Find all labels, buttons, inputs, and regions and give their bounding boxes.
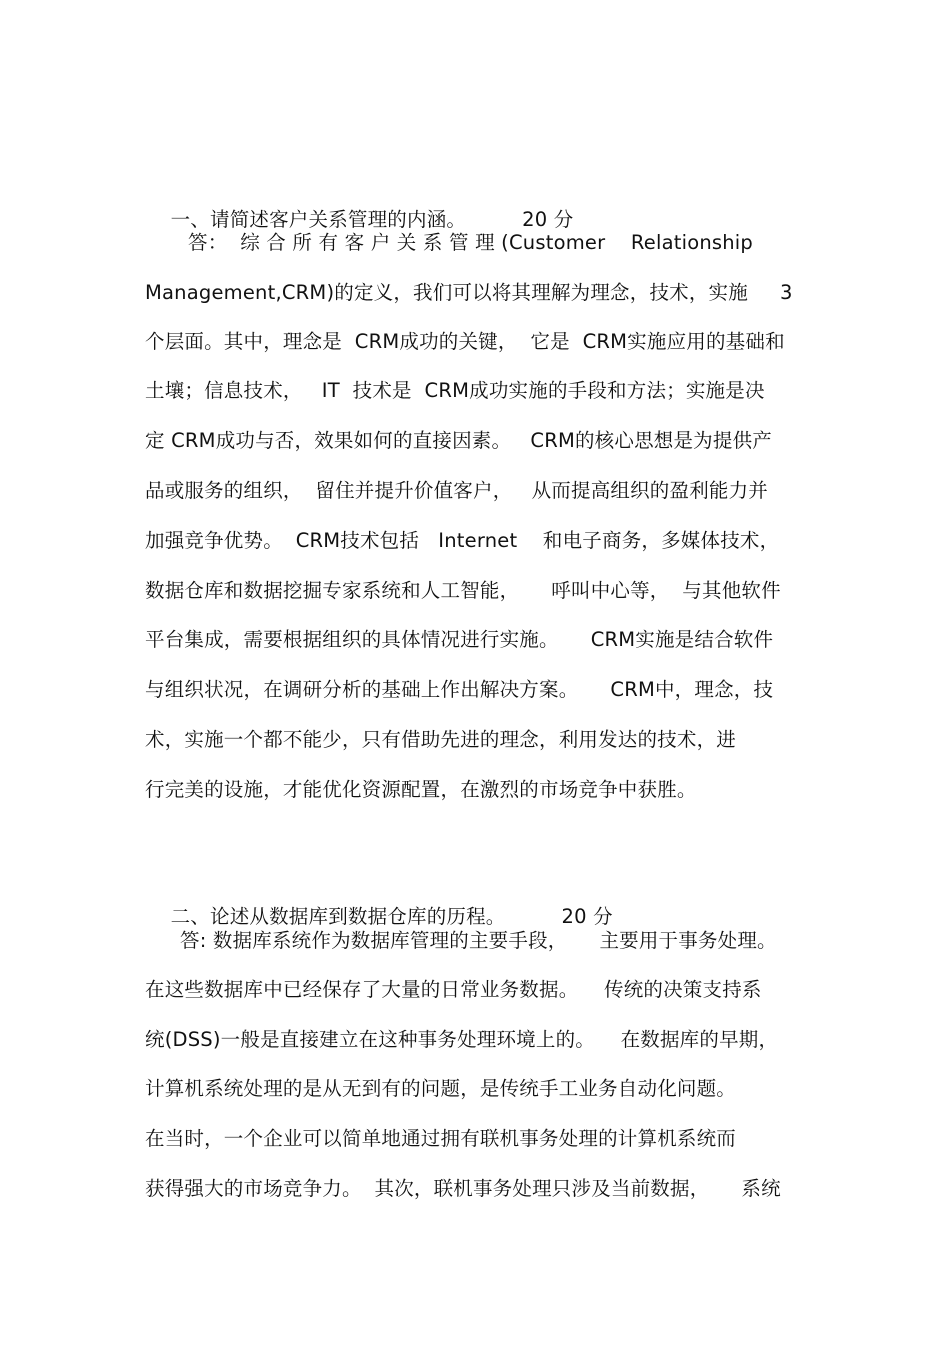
section-1-line: 数据仓库和数据挖掘专家系统和人工智能， 呼叫中心等， 与其他软件 (145, 579, 781, 602)
section-1-score: 20 分 (522, 208, 574, 231)
section-1-line: 加强竞争优势。 CRM技术包括 Internet 和电子商务，多媒体技术， (145, 529, 780, 552)
section-2-line: 答: 数据库系统作为数据库管理的主要手段， 主要用于事务处理。 (180, 929, 777, 952)
section-2-line: 在这些数据库中已经保存了大量的日常业务数据。 传统的决策支持系 (145, 978, 762, 1001)
section-2-title: 二、论述从数据库到数据仓库的历程。 (170, 905, 506, 928)
section-1-line: 与组织状况，在调研分析的基础上作出解决方案。 CRM中，理念，技 (145, 678, 774, 701)
section-2-score: 20 分 (561, 905, 613, 928)
section-1-line: 定 CRM成功与否，效果如何的直接因素。 CRM的核心思想是为提供产 (145, 429, 772, 452)
section-2-line: 获得强大的市场竞争力。 其次，联机事务处理只涉及当前数据， 系统 (145, 1177, 781, 1200)
section-1-line: 平台集成，需要根据组织的具体情况进行实施。 CRM实施是结合软件 (145, 628, 774, 651)
section-1-line: 术，实施一个都不能少，只有借助先进的理念，利用发达的技术，进 (145, 728, 737, 751)
section-2-line: 计算机系统处理的是从无到有的问题，是传统手工业务自动化问题。 (145, 1077, 737, 1100)
section-1-title: 一、请简述客户关系管理的内涵。 (170, 208, 467, 231)
section-2-line: 统(DSS)一般是直接建立在这种事务处理环境上的。 在数据库的早期， (145, 1028, 779, 1051)
section-1-line: Management,CRM)的定义，我们可以将其理解为理念，技术，实施 3 (145, 281, 793, 304)
section-1-line: 行完美的设施，才能优化资源配置，在激烈的市场竞争中获胜。 (145, 778, 697, 801)
section-1-line: 土壤；信息技术， IT 技术是 CRM成功实施的手段和方法；实施是决 (145, 379, 765, 402)
section-1-line: 答： 综 合 所 有 客 户 关 系 管 理 (Customer Relationship (188, 231, 754, 254)
section-2-line: 在当时，一个企业可以简单地通过拥有联机事务处理的计算机系统而 (145, 1127, 737, 1150)
section-1-line: 品或服务的组织， 留住并提升价值客户， 从而提高组织的盈利能力并 (145, 479, 768, 502)
section-1-line: 个层面。其中，理念是 CRM成功的关键， 它是 CRM实施应用的基础和 (145, 330, 785, 353)
